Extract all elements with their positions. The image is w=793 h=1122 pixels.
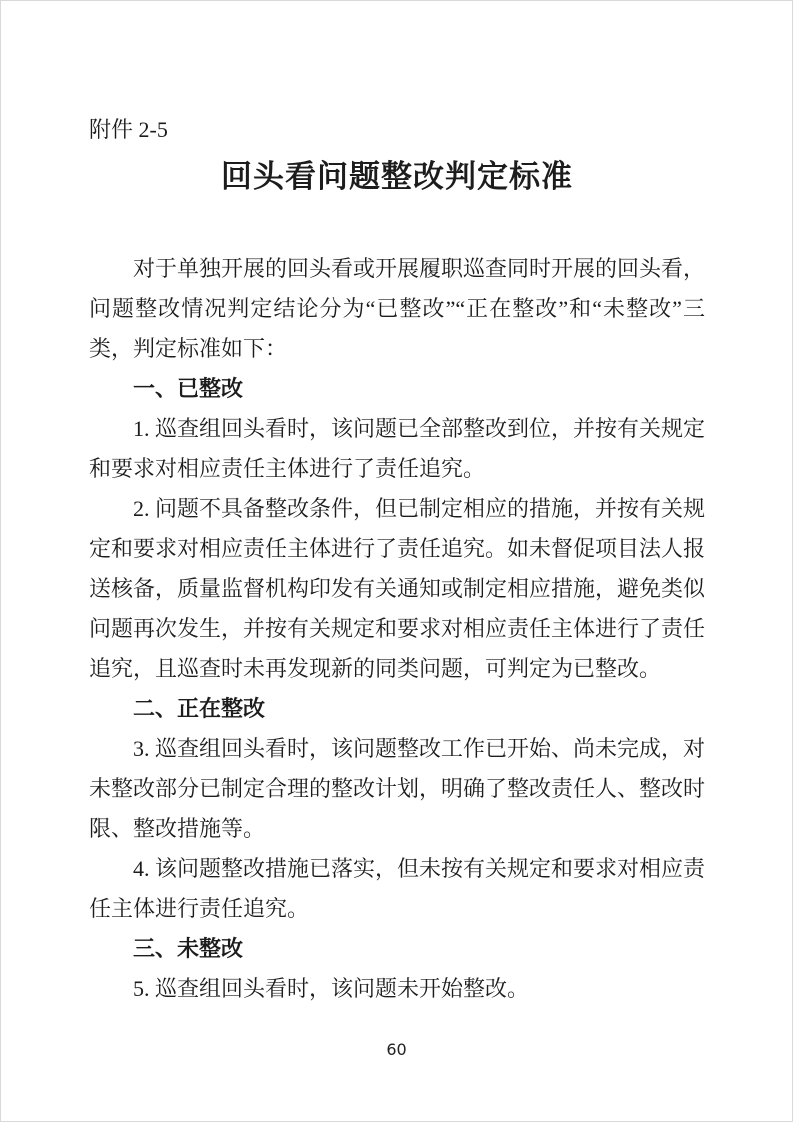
paragraph-item-5: 5. 巡查组回头看时，该问题未开始整改。 — [133, 976, 530, 1001]
paragraph-item-2: 2. 问题不具备整改条件，但已制定相应的措施，并按有关规定和要求对相应责任主体进行了责任追究。如未督促项目法人报送核备，质量监督机构印发有关通知或制定相应措施，避免类似问题再次发生，并按有关规定和要求对相应责任主体进行了责任追究，且巡查时未再发现新的同类问题，可判定为已整改。 — [89, 496, 706, 681]
paragraph-item-4: 4. 该问题整改措施已落实，但未按有关规定和要求对相应责任主体进行责任追究。 — [89, 856, 706, 921]
section-heading-3: 三、未整改 — [133, 936, 244, 961]
page-number: 60 — [386, 1040, 407, 1059]
attachment-label: 附件 2-5 — [89, 117, 168, 142]
document-title: 回头看问题整改判定标准 — [221, 159, 573, 194]
paragraph-item-3: 3. 巡查组回头看时，该问题整改工作已开始、尚未完成，对未整改部分已制定合理的整改计划，明确了整改责任人、整改时限、整改措施等。 — [89, 736, 706, 841]
paragraph-item-1: 1. 巡查组回头看时，该问题已全部整改到位，并按有关规定和要求对相应责任主体进行了责任追究。 — [89, 416, 706, 481]
document-content — [1, 1, 792, 1009]
document-body — [89, 249, 705, 1009]
intro-paragraph: 对于单独开展的回头看或开展履职巡查同时开展的回头看，问题整改情况判定结论分为“已整改”“正在整改”和“未整改”三类，判定标准如下： — [89, 256, 706, 361]
section-heading-1: 一、已整改 — [133, 376, 244, 401]
section-heading-2: 二、正在整改 — [133, 696, 266, 721]
